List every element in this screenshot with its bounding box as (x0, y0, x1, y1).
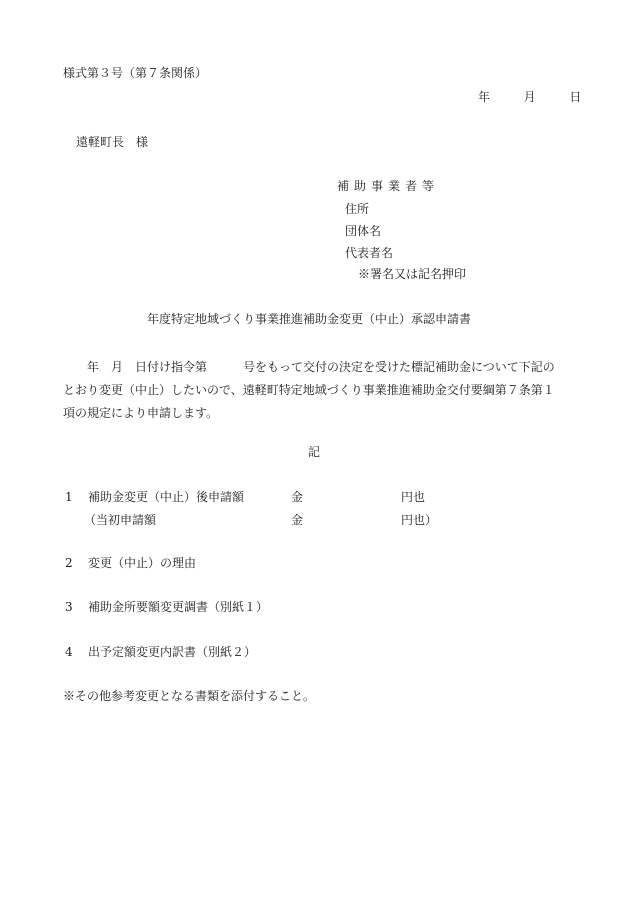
amount-unit: 円也） (401, 513, 438, 527)
item-label: （当初申請額 (84, 513, 157, 527)
footer-note: ※その他参考変更となる書類を添付すること。 (63, 689, 316, 703)
item-label: 補助金変更（中止）後申請額 (88, 490, 245, 504)
form-label: 様式第３号（第７条関係） (63, 66, 208, 80)
amount-prefix: 金 (291, 513, 304, 527)
item-number: 1 (65, 490, 73, 504)
item-label: 出予定額変更内訳書（別紙２） (88, 645, 257, 659)
date-line (478, 91, 581, 103)
body-line: 項の規定により申請します。 (63, 406, 219, 420)
item-label: 変更（中止）の理由 (88, 556, 197, 570)
date-day: 日 (569, 90, 582, 104)
addressee: 遠軽町長 様 (76, 135, 149, 149)
ki-heading: 記 (308, 445, 321, 459)
document-title: 年度特定地域づくり事業推進補助金変更（中止）承認申請書 (147, 312, 472, 326)
amount-unit: 円也 (401, 490, 426, 504)
body-paragraph (63, 356, 579, 425)
applicant-representative-label: 代表者名 (345, 246, 394, 260)
item-label: 補助金所要額変更調書（別紙１） (88, 600, 269, 614)
applicant-heading: 補助事業者等 (337, 179, 440, 193)
date-year: 年 (478, 90, 491, 104)
body-line: 年 月 日付け指令第 号をもって交付の決定を受けた標記補助金について下記の (63, 360, 555, 374)
item-number: 3 (65, 600, 73, 614)
signature-note: ※署名又は記名押印 (358, 267, 467, 281)
applicant-address-label: 住所 (345, 202, 370, 216)
date-month: 月 (523, 90, 536, 104)
body-line: とおり変更（中止）したいので、遠軽町特定地域づくり事業推進補助金交付要綱第７条第１ (63, 383, 555, 397)
applicant-organization-label: 団体名 (345, 224, 382, 238)
item-number: 4 (65, 645, 73, 659)
amount-prefix: 金 (291, 490, 304, 504)
item-number: 2 (65, 556, 73, 570)
